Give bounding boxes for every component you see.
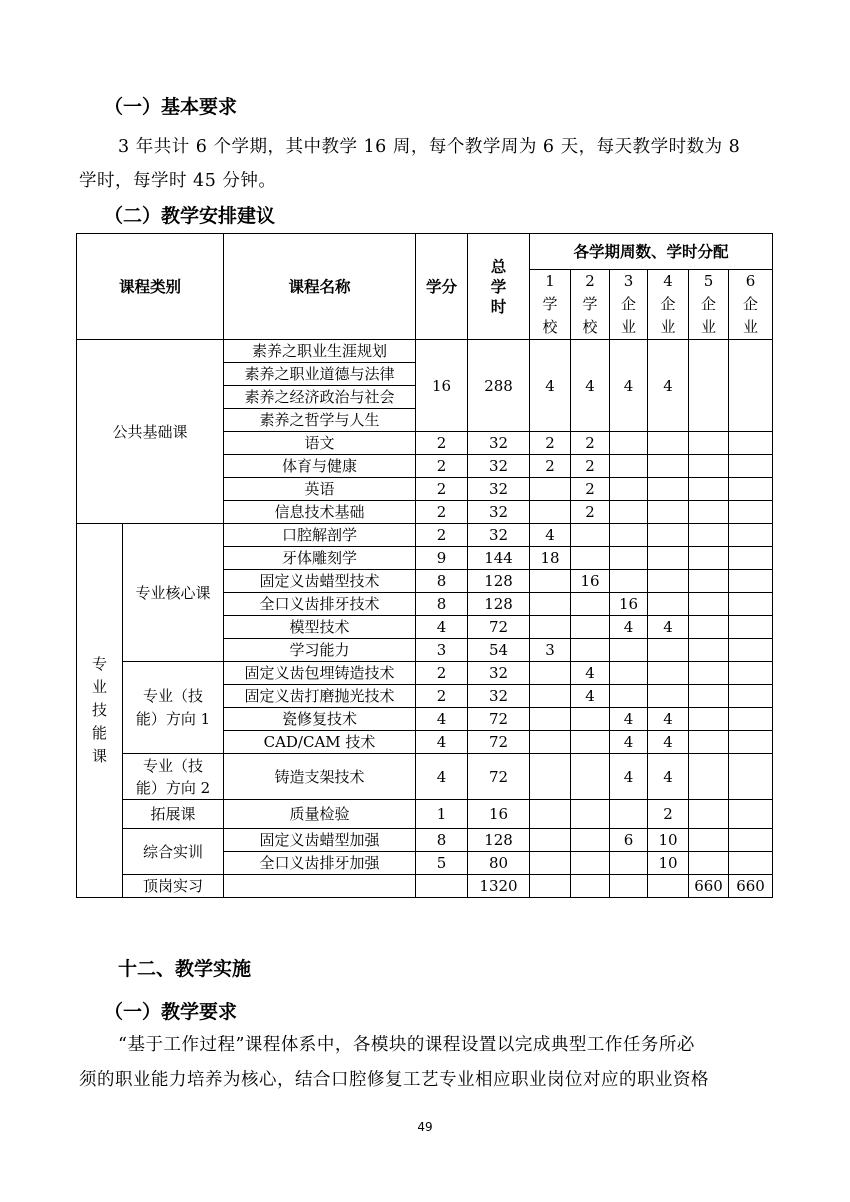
sem-6 <box>729 547 773 570</box>
sem-4 <box>648 455 689 478</box>
credit: 4 <box>416 754 468 800</box>
table-row <box>77 800 773 829</box>
sem-5 <box>689 731 729 754</box>
sem-1 <box>530 570 571 593</box>
sem-4 <box>648 570 689 593</box>
hours: 54 <box>468 639 530 662</box>
sem-6 <box>729 524 773 547</box>
sem-3: 4 <box>610 731 648 754</box>
sem-2 <box>571 754 610 800</box>
course-name: 学习能力 <box>224 639 416 662</box>
course-name: 素养之职业生涯规划 <box>224 340 416 363</box>
sem-1 <box>530 875 571 898</box>
sem-5 <box>689 593 729 616</box>
sem-2 <box>571 708 610 731</box>
header-semester: 1学校 <box>530 270 571 340</box>
header-semester: 3企业 <box>610 270 648 340</box>
sem-5 <box>689 639 729 662</box>
hours: 16 <box>468 800 530 829</box>
category-comprehensive: 综合实训 <box>123 829 224 875</box>
sem-6 <box>729 829 773 852</box>
sem-1: 3 <box>530 639 571 662</box>
sem-1: 18 <box>530 547 571 570</box>
course-name: 模型技术 <box>224 616 416 639</box>
sem-3: 4 <box>610 754 648 800</box>
course-name: 铸造支架技术 <box>224 754 416 800</box>
header-semester: 4企业 <box>648 270 689 340</box>
sem-2: 4 <box>571 340 610 432</box>
sem-5 <box>689 829 729 852</box>
header-semester: 6企业 <box>729 270 773 340</box>
sem-3 <box>610 875 648 898</box>
hours: 288 <box>468 340 530 432</box>
sem-6 <box>729 570 773 593</box>
sem-1 <box>530 501 571 524</box>
section-title-basic: （一）基本要求 <box>104 96 238 118</box>
sem-5 <box>689 662 729 685</box>
hours: 128 <box>468 570 530 593</box>
sem-1: 4 <box>530 340 571 432</box>
sem-5 <box>689 708 729 731</box>
credit: 4 <box>416 731 468 754</box>
sem-5 <box>689 501 729 524</box>
sem-5 <box>689 800 729 829</box>
sem-1 <box>530 754 571 800</box>
credit: 2 <box>416 432 468 455</box>
credit: 2 <box>416 501 468 524</box>
sem-1 <box>530 829 571 852</box>
course-name: 素养之经济政治与社会 <box>224 386 416 409</box>
sem-1 <box>530 593 571 616</box>
header-total-hours: 总学时 <box>468 234 530 340</box>
category-extension: 拓展课 <box>123 800 224 829</box>
sem-3: 6 <box>610 829 648 852</box>
course-name: 固定义齿蜡型技术 <box>224 570 416 593</box>
hours: 128 <box>468 829 530 852</box>
sem-6 <box>729 455 773 478</box>
credit: 2 <box>416 685 468 708</box>
hours: 32 <box>468 478 530 501</box>
sem-1 <box>530 685 571 708</box>
sem-4: 10 <box>648 829 689 852</box>
sem-3 <box>610 639 648 662</box>
sem-4 <box>648 593 689 616</box>
credit: 8 <box>416 593 468 616</box>
sem-5 <box>689 852 729 875</box>
table-row <box>77 829 773 852</box>
sem-6 <box>729 685 773 708</box>
sem-1 <box>530 708 571 731</box>
category-professional: 专业技能课 <box>77 524 123 898</box>
sem-6 <box>729 340 773 432</box>
teaching-schedule-table <box>76 233 773 898</box>
sem-4 <box>648 639 689 662</box>
sem-2 <box>571 547 610 570</box>
credit: 4 <box>416 708 468 731</box>
sem-5 <box>689 754 729 800</box>
sem-2: 16 <box>571 570 610 593</box>
credit: 3 <box>416 639 468 662</box>
credit: 2 <box>416 662 468 685</box>
sem-1: 4 <box>530 524 571 547</box>
header-course-name: 课程名称 <box>224 234 416 340</box>
credit: 2 <box>416 524 468 547</box>
sem-3: 4 <box>610 708 648 731</box>
hours: 72 <box>468 616 530 639</box>
sem-3 <box>610 852 648 875</box>
table-row <box>77 524 773 547</box>
course-name: 牙体雕刻学 <box>224 547 416 570</box>
course-name: 信息技术基础 <box>224 501 416 524</box>
course-name: CAD/CAM 技术 <box>224 731 416 754</box>
page-number: 49 <box>417 1120 433 1134</box>
sem-6 <box>729 754 773 800</box>
sem-4: 4 <box>648 616 689 639</box>
hours: 128 <box>468 593 530 616</box>
sem-4: 4 <box>648 708 689 731</box>
sem-2: 4 <box>571 685 610 708</box>
section-title-advice: （二）教学安排建议 <box>104 205 276 227</box>
sem-5 <box>689 616 729 639</box>
sem-4 <box>648 547 689 570</box>
sem-4 <box>648 875 689 898</box>
sem-3: 4 <box>610 616 648 639</box>
sem-5 <box>689 685 729 708</box>
requirements-text-line-2: 须的职业能力培养为核心，结合口腔修复工艺专业相应职业岗位对应的职业资格 <box>79 1070 709 1090</box>
hours: 32 <box>468 524 530 547</box>
hours: 72 <box>468 708 530 731</box>
course-name: 素养之职业道德与法律 <box>224 363 416 386</box>
sem-1 <box>530 662 571 685</box>
requirements-text-line-1: “基于工作过程”课程体系中，各模块的课程设置以完成典型工作任务所必 <box>118 1035 695 1055</box>
table-row <box>77 875 773 898</box>
hours: 32 <box>468 662 530 685</box>
section-title-requirements: （一）教学要求 <box>104 1001 238 1023</box>
sem-5 <box>689 432 729 455</box>
course-name: 质量检验 <box>224 800 416 829</box>
credit <box>416 875 468 898</box>
sem-6 <box>729 800 773 829</box>
course-name <box>224 875 416 898</box>
course-name: 口腔解剖学 <box>224 524 416 547</box>
sem-1 <box>530 616 571 639</box>
sem-3 <box>610 478 648 501</box>
sem-6 <box>729 616 773 639</box>
course-name: 英语 <box>224 478 416 501</box>
sem-4 <box>648 478 689 501</box>
sem-6 <box>729 662 773 685</box>
sem-2: 2 <box>571 455 610 478</box>
sem-6 <box>729 432 773 455</box>
hours: 72 <box>468 754 530 800</box>
course-name: 体育与健康 <box>224 455 416 478</box>
sem-4: 4 <box>648 340 689 432</box>
sem-3 <box>610 685 648 708</box>
credit: 9 <box>416 547 468 570</box>
hours: 32 <box>468 685 530 708</box>
sem-2: 2 <box>571 501 610 524</box>
course-name: 全口义齿排牙加强 <box>224 852 416 875</box>
course-name: 素养之哲学与人生 <box>224 409 416 432</box>
sem-3 <box>610 432 648 455</box>
sem-6: 660 <box>729 875 773 898</box>
sem-3 <box>610 570 648 593</box>
sem-1 <box>530 731 571 754</box>
sem-6 <box>729 501 773 524</box>
sem-1: 2 <box>530 455 571 478</box>
sem-1 <box>530 478 571 501</box>
sem-6 <box>729 639 773 662</box>
category-public: 公共基础课 <box>77 340 224 524</box>
sem-5 <box>689 524 729 547</box>
sem-6 <box>729 593 773 616</box>
hours: 72 <box>468 731 530 754</box>
sem-2 <box>571 616 610 639</box>
credit: 16 <box>416 340 468 432</box>
hours: 80 <box>468 852 530 875</box>
credit: 2 <box>416 478 468 501</box>
sem-5 <box>689 547 729 570</box>
sem-5 <box>689 478 729 501</box>
category-core: 专业核心课 <box>123 524 224 662</box>
sem-1 <box>530 852 571 875</box>
sem-6 <box>729 852 773 875</box>
course-name: 固定义齿蜡型加强 <box>224 829 416 852</box>
credit: 8 <box>416 829 468 852</box>
chapter-title: 十二、教学实施 <box>118 958 252 980</box>
sem-2: 2 <box>571 478 610 501</box>
sem-4: 2 <box>648 800 689 829</box>
basic-text-line-1: 3 年共计 6 个学期，其中教学 16 周，每个教学周为 6 天，每天教学时数为 8 <box>118 137 741 157</box>
sem-2: 4 <box>571 662 610 685</box>
hours: 32 <box>468 432 530 455</box>
sem-5: 660 <box>689 875 729 898</box>
sem-2 <box>571 639 610 662</box>
sem-3 <box>610 800 648 829</box>
sem-5 <box>689 455 729 478</box>
hours: 144 <box>468 547 530 570</box>
sem-3 <box>610 547 648 570</box>
sem-2 <box>571 731 610 754</box>
header-category: 课程类别 <box>77 234 224 340</box>
course-name: 全口义齿排牙技术 <box>224 593 416 616</box>
sem-5 <box>689 570 729 593</box>
sem-4 <box>648 524 689 547</box>
sem-3 <box>610 455 648 478</box>
credit: 8 <box>416 570 468 593</box>
sem-3 <box>610 501 648 524</box>
basic-text-line-2: 学时，每学时 45 分钟。 <box>79 171 277 191</box>
hours: 32 <box>468 501 530 524</box>
course-name: 语文 <box>224 432 416 455</box>
sem-3 <box>610 524 648 547</box>
sem-6 <box>729 708 773 731</box>
sem-4: 4 <box>648 754 689 800</box>
sem-4: 4 <box>648 731 689 754</box>
header-semester: 2学校 <box>571 270 610 340</box>
sem-2 <box>571 593 610 616</box>
sem-2 <box>571 800 610 829</box>
sem-3 <box>610 662 648 685</box>
sem-1 <box>530 800 571 829</box>
sem-2 <box>571 852 610 875</box>
sem-4 <box>648 685 689 708</box>
sem-5 <box>689 340 729 432</box>
sem-4: 10 <box>648 852 689 875</box>
hours: 1320 <box>468 875 530 898</box>
course-name: 瓷修复技术 <box>224 708 416 731</box>
credit: 5 <box>416 852 468 875</box>
credit: 2 <box>416 455 468 478</box>
course-name: 固定义齿打磨抛光技术 <box>224 685 416 708</box>
header-credit: 学分 <box>416 234 468 340</box>
sem-4 <box>648 501 689 524</box>
sem-2: 2 <box>571 432 610 455</box>
category-direction-1: 专业（技能）方向 1 <box>123 662 224 754</box>
sem-6 <box>729 731 773 754</box>
sem-4 <box>648 432 689 455</box>
sem-4 <box>648 662 689 685</box>
table-row <box>77 662 773 685</box>
credit: 1 <box>416 800 468 829</box>
hours: 32 <box>468 455 530 478</box>
course-name: 固定义齿包埋铸造技术 <box>224 662 416 685</box>
credit: 4 <box>416 616 468 639</box>
header-semester-distribution: 各学期周数、学时分配 <box>530 234 773 270</box>
sem-3: 16 <box>610 593 648 616</box>
header-semester: 5企业 <box>689 270 729 340</box>
sem-3: 4 <box>610 340 648 432</box>
sem-2 <box>571 829 610 852</box>
category-direction-2: 专业（技能）方向 2 <box>123 754 224 800</box>
category-internship: 顶岗实习 <box>123 875 224 898</box>
sem-2 <box>571 875 610 898</box>
sem-2 <box>571 524 610 547</box>
sem-1: 2 <box>530 432 571 455</box>
table-row <box>77 754 773 800</box>
sem-6 <box>729 478 773 501</box>
